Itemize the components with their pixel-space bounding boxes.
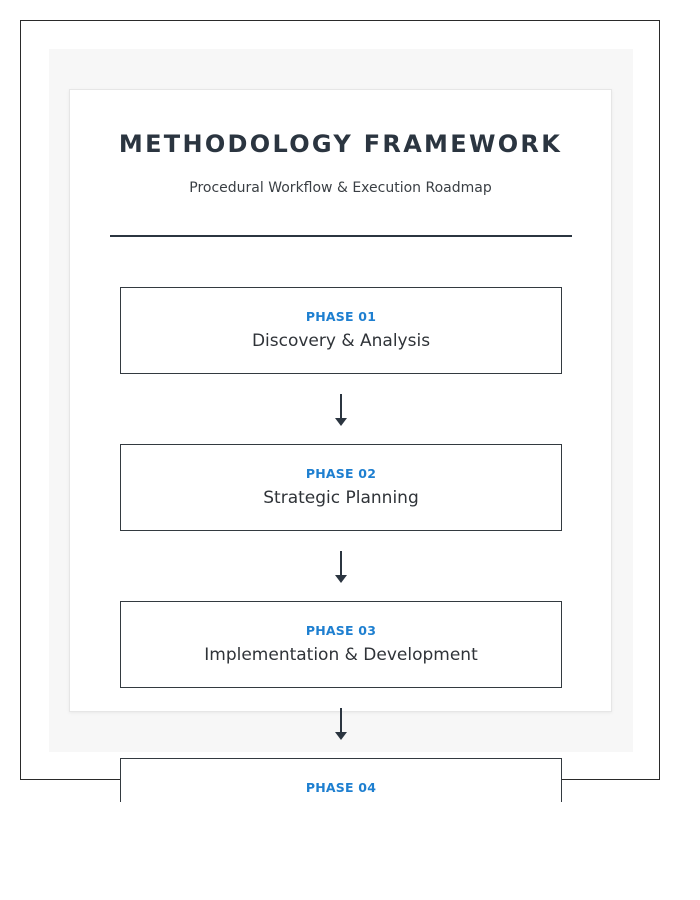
- page-title: METHODOLOGY FRAMEWORK: [118, 130, 563, 158]
- arrow-down-icon: [335, 551, 347, 584]
- phase-box-2: [120, 444, 562, 531]
- arrow-down-icon: [335, 708, 347, 741]
- page-subtitle: Procedural Workflow & Execution Roadmap: [189, 180, 492, 196]
- phase-label: PHASE 02: [305, 466, 377, 481]
- phase-box-4: [120, 758, 562, 802]
- phase-name: Strategic Planning: [263, 488, 419, 508]
- phase-label: PHASE 04: [305, 780, 377, 795]
- phase-box-1: [120, 287, 562, 374]
- phase-name: Discovery & Analysis: [251, 331, 431, 351]
- arrow-down-icon: [335, 394, 347, 427]
- phase-name: Implementation & Development: [204, 645, 478, 665]
- phase-box-3: [120, 601, 562, 688]
- phase-label: PHASE 03: [305, 623, 377, 638]
- phase-label: PHASE 01: [305, 309, 377, 324]
